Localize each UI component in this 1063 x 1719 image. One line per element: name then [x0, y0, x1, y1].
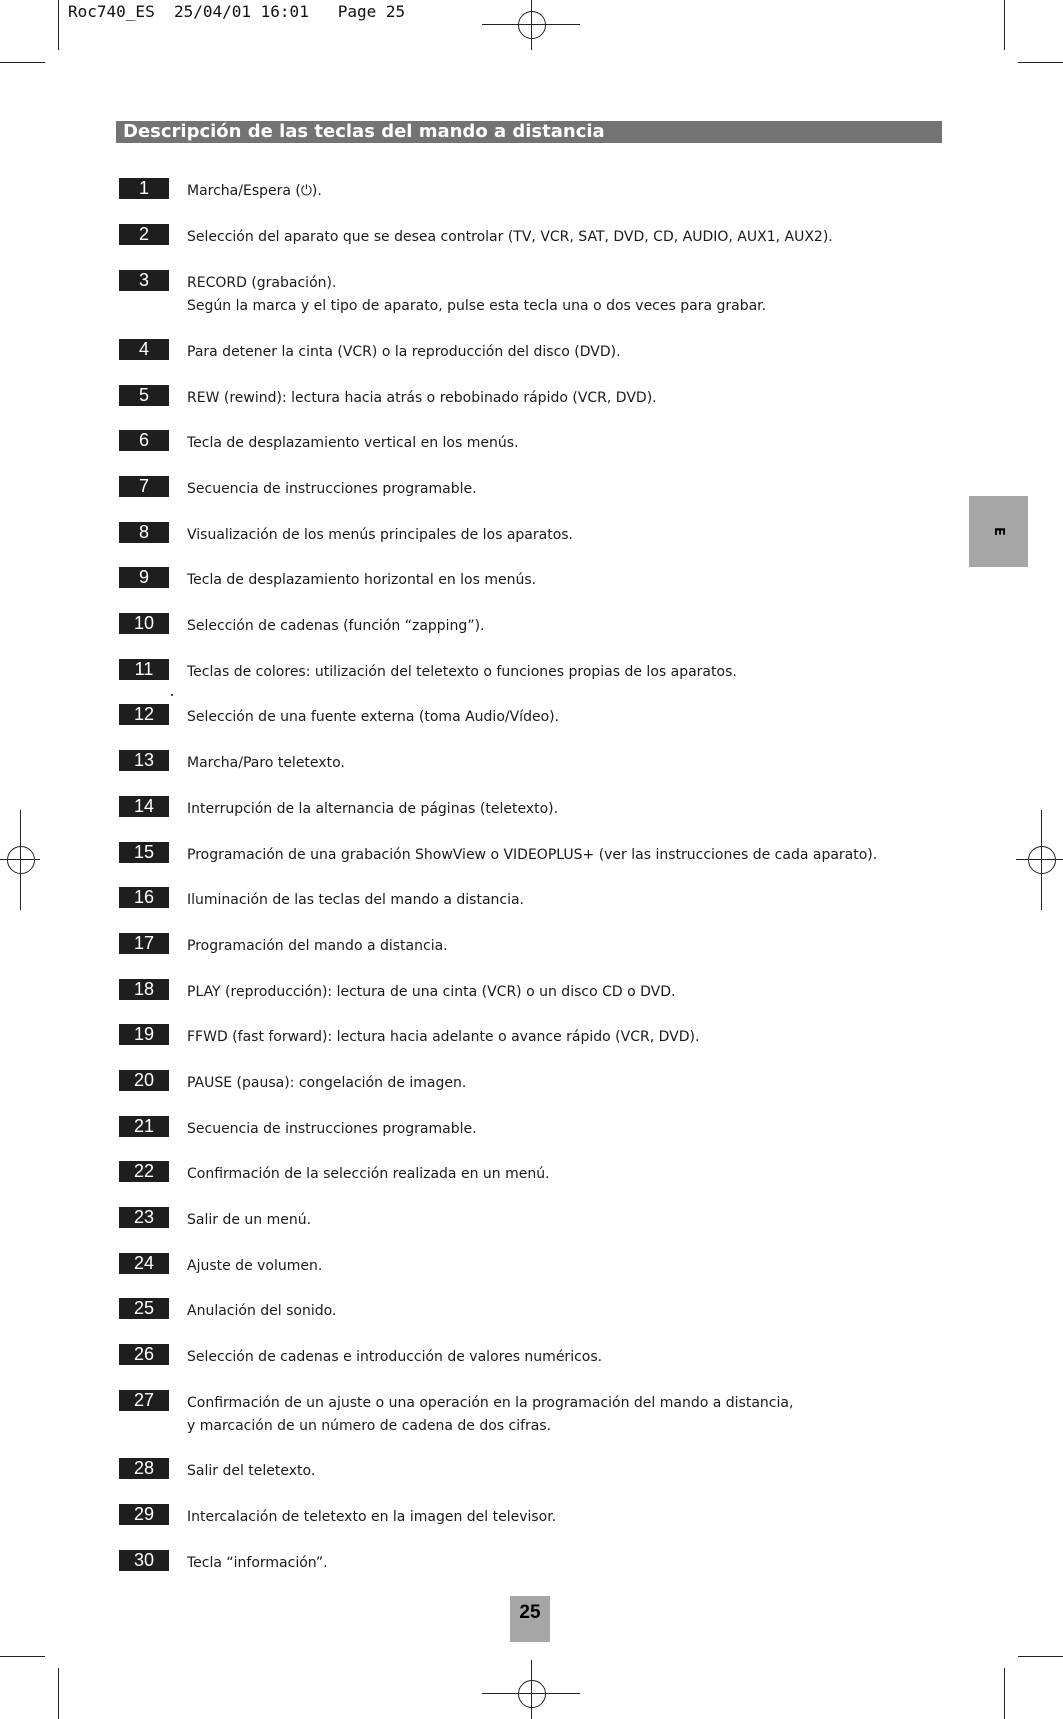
crop-mark [1018, 62, 1063, 63]
page-number: 25 [510, 1596, 550, 1642]
stray-dot [171, 694, 173, 696]
item-description: Programación del mando a distancia. [187, 938, 448, 954]
item-description: Secuencia de instrucciones programable. [187, 481, 477, 497]
item-description: Ajuste de volumen. [187, 1258, 323, 1274]
item-description: Intercalación de teletexto en la imagen del televisor. [187, 1509, 557, 1525]
item-number: 4 [119, 339, 169, 360]
item-description: Selección de una fuente externa (toma Audio/Vídeo). [187, 709, 560, 725]
item-number: 12 [119, 704, 169, 725]
item-description: Tecla de desplazamiento vertical en los menús. [187, 435, 519, 451]
item-description: Confirmación de la selección realizada en un menú. [187, 1166, 550, 1182]
item-number: 5 [119, 385, 169, 406]
item-description: Marcha/Paro teletexto. [187, 755, 345, 771]
item-number: 28 [119, 1458, 169, 1479]
item-number: 25 [119, 1298, 169, 1319]
item-number: 20 [119, 1070, 169, 1091]
item-number: 27 [119, 1390, 169, 1411]
item-description: Visualización de los menús principales de los aparatos. [187, 527, 574, 543]
item-number: 15 [119, 842, 169, 863]
item-description: Iluminación de las teclas del mando a distancia. [187, 892, 525, 908]
item-description: Programación de una grabación ShowView o VIDEOPLUS+ (ver las instrucciones de cada aparato). [187, 847, 878, 863]
language-tab-label: E [990, 527, 1006, 536]
crop-mark [1018, 1656, 1063, 1657]
item-description: PLAY (reproducción): lectura de una cinta (VCR) o un disco CD o DVD. [187, 984, 676, 1000]
item-description: Teclas de colores: utilización del teletexto o funciones propias de los aparatos. [187, 664, 737, 680]
item-number: 14 [119, 796, 169, 817]
item-number: 22 [119, 1161, 169, 1182]
item-description: Interrupción de la alternancia de páginas (teletexto). [187, 801, 559, 817]
item-description: Selección de cadenas (función “zapping”). [187, 618, 485, 634]
print-slug: Roc740_ES 25/04/01 16:01 Page 25 [68, 2, 406, 21]
item-number: 9 [119, 567, 169, 588]
item-number: 21 [119, 1116, 169, 1137]
item-description [187, 1392, 947, 1438]
item-number: 23 [119, 1207, 169, 1228]
item-number: 8 [119, 522, 169, 543]
item-description: Salir del teletexto. [187, 1463, 316, 1479]
crop-mark [0, 62, 45, 63]
item-description-line: Según la marca y el tipo de aparato, pulse esta tecla una o dos veces para grabar. [187, 298, 767, 314]
crop-mark [58, 1668, 59, 1719]
item-number: 17 [119, 933, 169, 954]
item-description [187, 272, 947, 318]
item-number: 3 [119, 270, 169, 291]
item-description-line: RECORD (grabación). [187, 275, 337, 291]
item-number: 10 [119, 613, 169, 634]
item-description: REW (rewind): lectura hacia atrás o rebobinado rápido (VCR, DVD). [187, 390, 657, 406]
item-number: 16 [119, 887, 169, 908]
crop-mark [1004, 0, 1005, 50]
item-number: 7 [119, 476, 169, 497]
item-description: PAUSE (pausa): congelación de imagen. [187, 1075, 467, 1091]
section-title: Descripción de las teclas del mando a distancia [116, 121, 942, 143]
item-description-line: Confirmación de un ajuste o una operación en la programación del mando a distancia, [187, 1395, 794, 1411]
item-number: 24 [119, 1253, 169, 1274]
item-description: Para detener la cinta (VCR) o la reproducción del disco (DVD). [187, 344, 621, 360]
item-number: 30 [119, 1550, 169, 1571]
language-tab [969, 496, 1028, 567]
item-description: FFWD (fast forward): lectura hacia adelante o avance rápido (VCR, DVD). [187, 1029, 700, 1045]
item-description: Tecla “información”. [187, 1555, 328, 1571]
item-number: 13 [119, 750, 169, 771]
item-number: 11 [119, 659, 169, 680]
item-number: 6 [119, 430, 169, 451]
item-number: 19 [119, 1024, 169, 1045]
crop-mark [58, 0, 59, 50]
item-number: 2 [119, 224, 169, 245]
crop-mark [0, 1656, 45, 1657]
item-number: 18 [119, 979, 169, 1000]
item-description: Secuencia de instrucciones programable. [187, 1121, 477, 1137]
item-number: 26 [119, 1344, 169, 1365]
item-number: 29 [119, 1504, 169, 1525]
item-description: Selección del aparato que se desea controlar (TV, VCR, SAT, DVD, CD, AUDIO, AUX1, AUX2). [187, 229, 833, 245]
item-description-line: y marcación de un número de cadena de dos cifras. [187, 1418, 552, 1434]
item-description: Tecla de desplazamiento horizontal en los menús. [187, 572, 537, 588]
item-description: Selección de cadenas e introducción de valores numéricos. [187, 1349, 603, 1365]
item-description: Salir de un menú. [187, 1212, 312, 1228]
item-description: Marcha/Espera (⏻). [187, 183, 322, 199]
item-number: 1 [119, 178, 169, 199]
item-description: Anulación del sonido. [187, 1303, 337, 1319]
crop-mark [1004, 1668, 1005, 1719]
